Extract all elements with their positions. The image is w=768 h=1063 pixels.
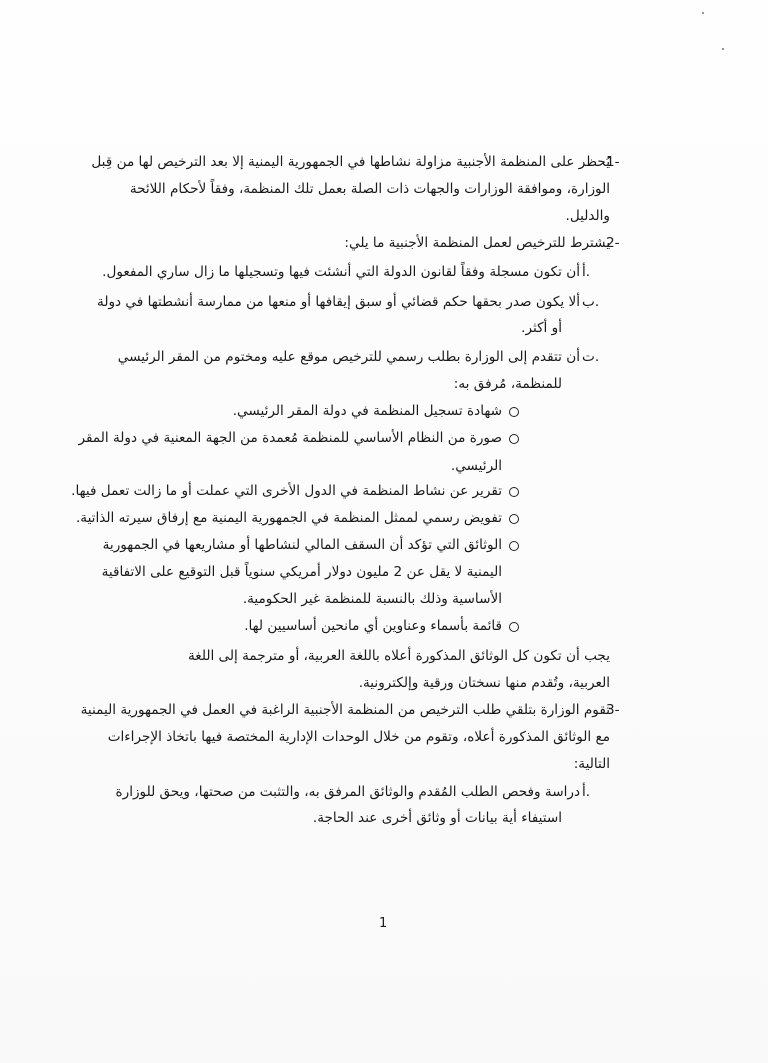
clause-number: 1- bbox=[606, 154, 620, 170]
text-line: العربية، وتُقدم منها نسختان ورقية وإلكترونية. bbox=[358, 675, 610, 691]
text-line: الوثائق التي تؤكد أن السقف المالي لنشاطها أو مشاريعها في الجمهورية bbox=[102, 537, 502, 553]
text-line: تقرير عن نشاط المنظمة في الدول الأخرى التي عملت أو ما زالت تعمل فيها. bbox=[71, 483, 502, 499]
sub-clause-marker: أ. bbox=[582, 784, 591, 800]
text-line: قائمة بأسماء وعناوين أي مانحين أساسيين لها. bbox=[244, 618, 502, 634]
scan-speck bbox=[722, 48, 724, 50]
text-line: أن تتقدم إلى الوزارة بطلب رسمي للترخيص موقع عليه ومختوم من المقر الرئيسي bbox=[117, 349, 580, 365]
text-line: استيفاء أية بيانات أو وثائق أخرى عند الحاجة. bbox=[312, 810, 562, 826]
text-line: يُحظر على المنظمة الأجنبية مزاولة نشاطها في الجمهورية اليمنية إلا بعد الترخيص لها من قِبل bbox=[91, 154, 610, 170]
text-line: يشترط للترخيص لعمل المنظمة الأجنبية ما يلي: bbox=[344, 235, 610, 251]
page-number: 1 bbox=[379, 916, 388, 931]
bullet-icon bbox=[509, 434, 519, 444]
bullet-icon bbox=[509, 514, 519, 524]
sub-clause-marker: أ. bbox=[582, 264, 591, 280]
bullet-icon bbox=[509, 541, 519, 551]
text-line: صورة من النظام الأساسي للمنظمة مُعمدة من الجهة المعنية في دولة المقر bbox=[78, 430, 502, 446]
bullet-icon bbox=[509, 407, 519, 417]
text-line: أو أكثر. bbox=[521, 320, 562, 336]
text-line: تفويض رسمي لممثل المنظمة في الجمهورية اليمنية مع إرفاق سيرته الذاتية. bbox=[75, 510, 502, 526]
text-line: الوزارة، وموافقة الوزارات والجهات ذات الصلة بعمل تلك المنظمة، وفقاً لأحكام اللائحة bbox=[129, 181, 610, 197]
scan-speck bbox=[702, 12, 704, 14]
text-line: والدليل. bbox=[565, 208, 610, 224]
text-line: الأساسية وذلك بالنسبة للمنظمة غير الحكومية. bbox=[242, 591, 502, 607]
clause-number: 2- bbox=[606, 235, 620, 251]
text-line: للمنظمة، مُرفق به: bbox=[453, 376, 562, 392]
text-line: دراسة وفحص الطلب المُقدم والوثائق المرفق به، والتثبت من صحتها، ويحق للوزارة bbox=[115, 784, 580, 800]
text-line: مع الوثائق المذكورة أعلاه، وتقوم من خلال الوحدات الإدارية المختصة فيها باتخاذ الإجراءات bbox=[107, 729, 610, 745]
text-line: يجب أن تكون كل الوثائق المذكورة أعلاه باللغة العربية، أو مترجمة إلى اللغة bbox=[187, 648, 610, 664]
text-line: شهادة تسجيل المنظمة في دولة المقر الرئيسي. bbox=[232, 403, 502, 419]
text-line: اليمنية لا يقل عن 2 مليون دولار أمريكي سنوياً قبل التوقيع على الاتفاقية bbox=[101, 564, 502, 580]
bullet-icon bbox=[509, 487, 519, 497]
text-line: التالية: bbox=[573, 756, 610, 772]
clause-number: 3- bbox=[606, 702, 620, 718]
bullet-icon bbox=[509, 622, 519, 632]
text-line: الرئيسي. bbox=[450, 458, 502, 474]
sub-clause-marker: ت. bbox=[582, 349, 600, 365]
text-line: أن تكون مسجلة وفقاً لقانون الدولة التي أنشئت فيها وتسجيلها ما زال ساري المفعول. bbox=[102, 264, 580, 280]
sub-clause-marker: ب. bbox=[582, 294, 600, 310]
text-line: ألا يكون صدر بحقها حكم قضائي أو سبق إيقافها أو منعها من ممارسة أنشطتها في دولة bbox=[97, 294, 580, 310]
text-line: تقوم الوزارة بتلقي طلب الترخيص من المنظمة الأجنبية الراغبة في العمل في الجمهورية اليمنية bbox=[80, 702, 610, 718]
